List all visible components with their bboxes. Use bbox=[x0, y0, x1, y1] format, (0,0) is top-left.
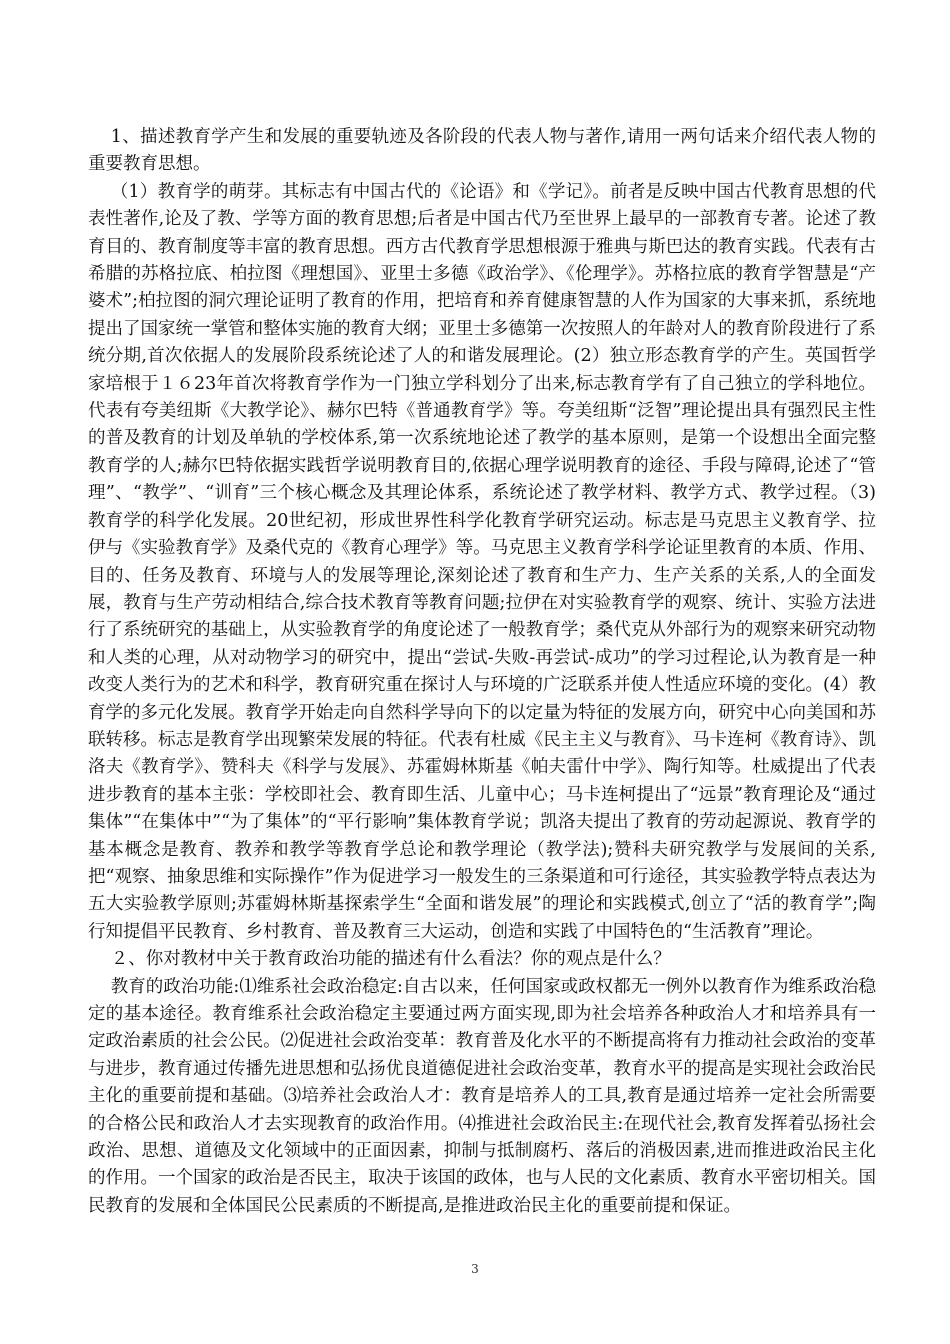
question-2: ２、你对教材中关于教育政治功能的描述有什么看法？你的观点是什么？ bbox=[110, 949, 671, 970]
answer-2: 教育的政治功能:⑴维系社会政治稳定:自古以来，任何国家或政权都无一例外以教育作为维系政治稳定的基本途径。教育维系社会政治稳定主要通过两方面实现,即为社会培养各种政治人才和培养具有一定政治素质的社会公民。⑵促进社会政治变革：教育普及化水平的不断提高将有力推动社会政治的变革与进步，教育通过传播先进思想和弘扬优良道德促进社会政治变革，教育水平的提高是实现社会政治民主化的重要前提和基础。⑶培养社会政治人才：教育是培养人的工具,教育是通过培养一定社会所需要的合格公民和政治人才去实现教育的政治作用。⑷推进社会政治民主:在现代社会,教育发挥着弘扬社会政治、思想、道德及文化领域中的正面因素，抑制与抵制腐朽、落后的消极因素,进而推进政治民主化的作用。一个国家的政治是否民主，取决于该国的政体，也与人民的文化素质、教育水平密切相关。国民教育的发展和全体国民公民素质的不断提高,是推进政治民主化的重要前提和保证。 bbox=[88, 976, 876, 1216]
question-1: 1、描述教育学产生和发展的重要轨迹及各阶段的代表人物与著作,请用一两句话来介绍代表人物的重要教育思想。 bbox=[88, 127, 876, 175]
document-body bbox=[88, 124, 876, 1220]
page-number: 3 bbox=[471, 1262, 479, 1276]
answer-1: （1）教育学的萌芽。其标志有中国古代的《论语》和《学记》。前者是反映中国古代教育思想的代表性著作,论及了教、学等方面的教育思想;后者是中国古代乃至世界上最早的一部教育专著。论述了教育目的、教育制度等丰富的教育思想。西方古代教育学思想根源于雅典与斯巴达的教育实践。代表有古希腊的苏格拉底、柏拉图《理想国》、亚里士多德《政治学》、《伦理学》。苏格拉底的教育学智慧是“产婆术”;柏拉图的洞穴理论证明了教育的作用，把培育和养育健康智慧的人作为国家的大事来抓，系统地提出了国家统一掌管和整体实施的教育大纲；亚里士多德第一次按照人的年龄对人的教育阶段进行了系统分期,首次依据人的发展阶段系统论述了人的和谐发展理论。(2）独立形态教育学的产生。英国哲学家培根于１６23年首次将教育学作为一门独立学科划分了出来,标志教育学有了自己独立的学科地位。代表有夸美纽斯《大教学论》、赫尔巴特《普通教育学》等。夸美纽斯“泛智”理论提出具有强烈民主性的普及教育的计划及单轨的学校体系,第一次系统地论述了教学的基本原则，是第一个设想出全面完整教育学的人;赫尔巴特依据实践哲学说明教育目的,依据心理学说明教育的途径、手段与障碍,论述了“管理”、“教学”、“训育”三个核心概念及其理论体系，系统论述了教学材料、教学方式、教学过程。（3)教育学的科学化发展。20世纪初，形成世界性科学化教育学研究运动。标志是马克思主义教育学、拉伊与《实验教育学》及桑代克的《教育心理学》等。马克思主义教育学科学论证里教育的本质、作用、目的、任务及教育、环境与人的发展等理论,深刻论述了教育和生产力、生产关系的关系,人的全面发展，教育与生产劳动相结合,综合技术教育等教育问题;拉伊在对实验教育学的观察、统计、实验方法进行了系统研究的基础上，从实验教育学的角度论述了一般教育学；桑代克从外部行为的观察来研究动物和人类的心理，从对动物学习的研究中，提出“尝试-失败-再尝试-成功”的学习过程论,认为教育是一种改变人类行为的艺术和科学，教育研究重在探讨人与环境的广泛联系并使人性适应环境的变化。(4）教育学的多元化发展。教育学开始走向自然科学导向下的以定量为特征的发展方向，研究中心向美国和苏联转移。标志是教育学出现繁荣发展的特征。代表有杜威《民主主义与教育》、马卡连柯《教育诗》、凯洛夫《教育学》、赞科夫《科学与发展》、苏霍姆林斯基《帕夫雷什中学》、陶行知等。杜威提出了代表进步教育的基本主张：学校即社会、教育即生活、儿童中心；马卡连柯提出了“远景”教育理论及“通过集体”“在集体中”“为了集体”的“平行影响”集体教育学说；凯洛夫提出了教育的劳动起源说、教育学的基本概念是教育、教养和教学等教育学总论和教学理论（教学法);赞科夫研究教学与发展间的关系,把“观察、抽象思维和实际操作”作为促进学习一般发生的三条渠道和可行途径，其实验教学特点表达为五大实验教学原则;苏霍姆林斯基探索学生“全面和谐发展”的理论和实践模式,创立了“活的教育学”;陶行知提倡平民教育、乡村教育、普及教育三大运动，创造和实践了中国特色的“生活教育”理论。 bbox=[88, 181, 876, 942]
